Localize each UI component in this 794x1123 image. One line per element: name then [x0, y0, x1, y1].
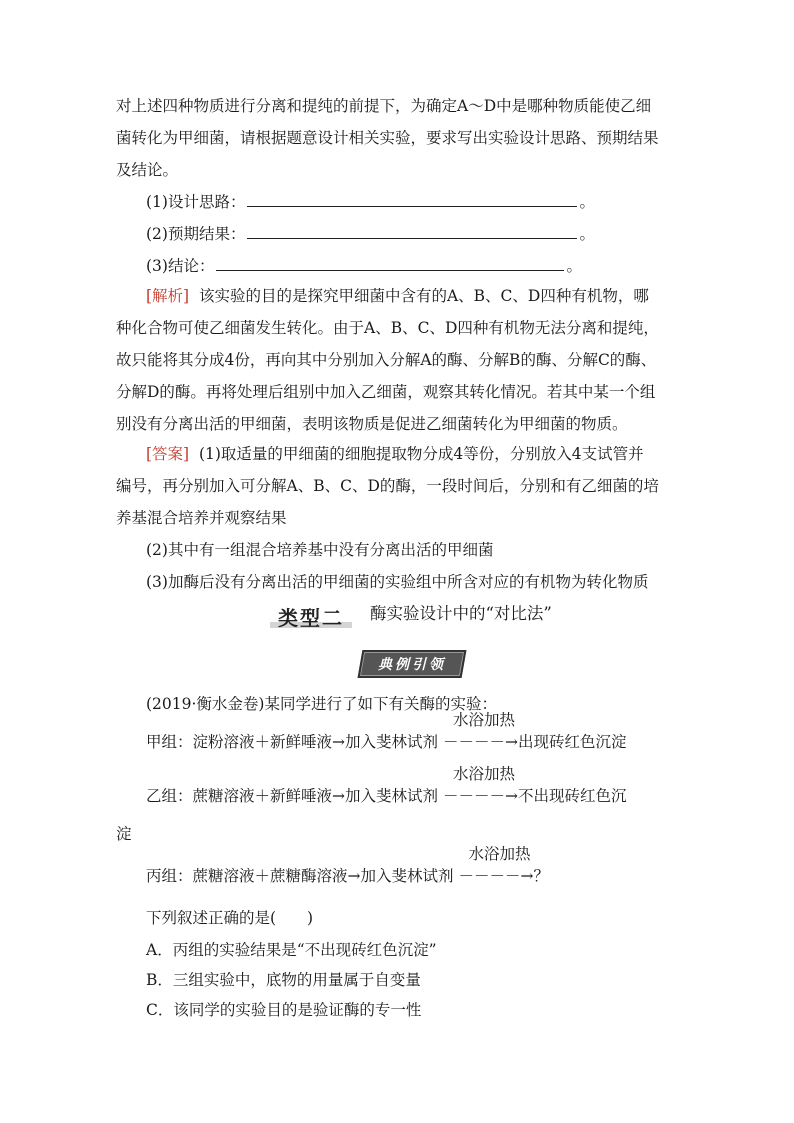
group-1: [146, 711, 627, 752]
answer-blank-2: [247, 224, 577, 239]
group-3-arrow-dashes: －－－－→: [458, 867, 534, 885]
analysis-tag: [解析]: [146, 287, 190, 305]
answer-text-1: (1)取适量的甲细菌的细胞提取物分成4等份，分别放入4支试管并: [198, 445, 644, 463]
group-2-wrap: 淀: [116, 825, 132, 843]
answer-tag: [答案]: [146, 445, 190, 463]
question-stem: 下列叙述正确的是( ): [146, 909, 314, 927]
group-2-arrow-label: 水浴加热: [452, 765, 515, 783]
example-badge: [358, 650, 467, 678]
question-1: [146, 192, 595, 212]
analysis-line-1: [146, 286, 649, 306]
group-2-pre: 乙组：蔗糖溶液＋新鲜唾液→加入斐林试剂: [146, 787, 438, 805]
group-1-arrow-label: 水浴加热: [452, 711, 515, 729]
answer-line-5: (3)加酶后没有分离出活的甲细菌的实验组中所含对应的有机物为转化物质: [146, 573, 649, 591]
analysis-text-1: 该实验的目的是探究甲细菌中含有的A、B、C、D四种有机物，哪: [198, 287, 649, 305]
question-3-label: (3)结论：: [146, 257, 215, 275]
intro-line-2: 菌转化为甲细菌，请根据题意设计相关实验，要求写出实验设计思路、预期结果: [116, 129, 659, 147]
answer-line-1: [146, 444, 644, 464]
option-a: A．丙组的实验结果是“不出现砖红色沉淀”: [146, 941, 437, 959]
question-1-end: 。: [579, 193, 595, 211]
section-tag-label: 类型二: [278, 606, 344, 630]
answer-line-2: 编号，再分别加入可分解A、B、C、D的酶，一段时间后，分别和有乙细菌的培: [116, 477, 659, 495]
answer-blank-3: [216, 256, 564, 271]
analysis-line-2: 种化合物可使乙细菌发生转化。由于A、B、C、D四种有机物无法分离和提纯，: [116, 319, 659, 337]
option-b: B．三组实验中，底物的用量属于自变量: [146, 971, 421, 989]
question-1-label: (1)设计思路：: [146, 193, 246, 211]
group-2: [146, 765, 627, 806]
question-2-end: 。: [579, 225, 595, 243]
analysis-line-4: 分解D的酶。再将处理后组别中加入乙细菌，观察其转化情况。若其中某一个组: [116, 383, 656, 401]
group-3: [146, 845, 549, 886]
example-badge-label: 典例引领: [378, 657, 446, 673]
group-2-post: 不出现砖红色沉: [517, 787, 627, 805]
group-2-arrow: [442, 765, 518, 806]
question-3-end: 。: [566, 257, 582, 275]
group-1-pre: 甲组：淀粉溶液＋新鲜唾液→加入斐林试剂: [146, 733, 438, 751]
group-3-arrow-label: 水浴加热: [468, 845, 531, 863]
problem-source: (2019·衡水金卷)某同学进行了如下有关酶的实验：: [146, 695, 497, 713]
question-2-label: (2)预期结果：: [146, 225, 246, 243]
intro-line-3: 及结论。: [116, 161, 179, 179]
group-2-arrow-dashes: －－－－→: [442, 787, 518, 805]
intro-line-1: 对上述四种物质进行分离和提纯的前提下，为确定A～D中是哪种物质能使乙细: [116, 97, 652, 115]
option-c: C．该同学的实验目的是验证酶的专一性: [146, 1001, 422, 1019]
group-1-arrow-dashes: －－－－→: [442, 733, 518, 751]
question-3: [146, 256, 582, 276]
section-heading: [270, 600, 552, 630]
answer-line-3: 养基混合培养并观察结果: [116, 509, 287, 527]
group-1-post: 出现砖红色沉淀: [517, 733, 627, 751]
answer-line-4: (2)其中有一组混合培养基中没有分离出活的甲细菌: [146, 541, 494, 559]
question-2: [146, 224, 595, 244]
group-3-post: ？: [533, 867, 549, 885]
group-1-arrow: [442, 711, 518, 752]
section-title: 酶实验设计中的“对比法”: [370, 604, 552, 623]
analysis-line-3: 故只能将其分成4份，再向其中分别加入分解A的酶、分解B的酶、分解C的酶、: [116, 351, 657, 369]
group-3-pre: 丙组：蔗糖溶液＋蔗糖酶溶液→加入斐林试剂: [146, 867, 454, 885]
group-3-arrow: [458, 845, 534, 886]
analysis-line-5: 别没有分离出活的甲细菌，表明该物质是促进乙细菌转化为甲细菌的物质。: [116, 415, 628, 433]
section-tag: [270, 600, 352, 630]
answer-blank-1: [247, 192, 577, 207]
